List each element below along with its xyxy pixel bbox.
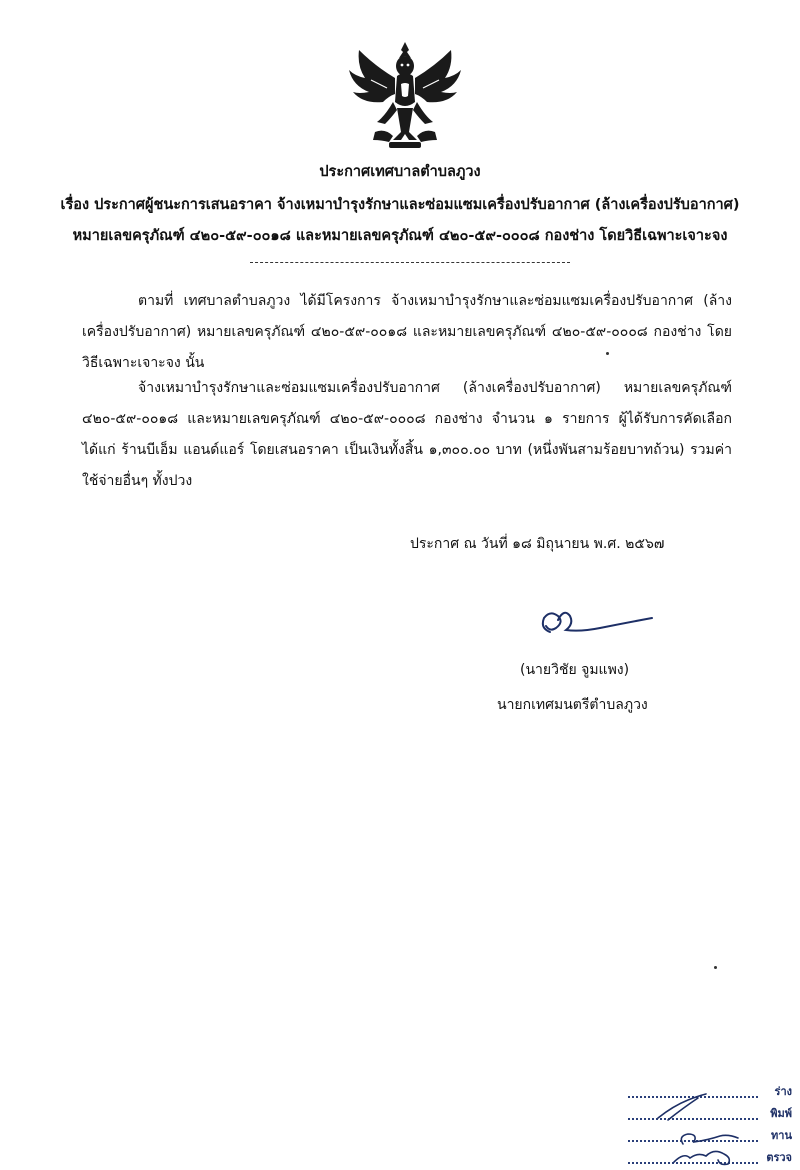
initials-scribbles [628, 1078, 796, 1168]
body-paragraph-1: ตามที่ เทศบาลตำบลภูวง ได้มีโครงการ จ้างเหมาบำรุงรักษาและซ่อมแซมเครื่องปรับอากาศ (ล้างเครื่องปรับอากาศ) หมายเลขครุภัณฑ์ ๔๒๐-๕๙-๐๐๑๘ และหมายเลขครุภัณฑ์ ๔๒๐-๕๙-๐๐๐๘ กองช่าง โดยวิธีเฉพาะเจาะจง นั้น [82, 293, 732, 371]
signer-name: (นายวิชัย จูมแพง) [520, 662, 630, 678]
initials-label: ทาน [771, 1129, 792, 1142]
ink-speck [606, 352, 609, 355]
document-subject: เรื่อง ประกาศผู้ชนะการเสนอราคา จ้างเหมาบำรุงรักษาและซ่อมแซมเครื่องปรับอากาศ (ล้างเครื่องปรับอากาศ) [60, 197, 740, 213]
divider [250, 262, 570, 263]
initials-label: ร่าง [774, 1085, 792, 1098]
announcement-date: ประกาศ ณ วันที่ ๑๘ มิถุนายน พ.ศ. ๒๕๖๗ [410, 536, 665, 552]
handwritten-signature [520, 598, 660, 648]
document-title: ประกาศเทศบาลตำบลภูวง [319, 164, 481, 180]
document-subject-continued: หมายเลขครุภัณฑ์ ๔๒๐-๕๙-๐๐๑๘ และหมายเลขครุภัณฑ์ ๔๒๐-๕๙-๐๐๐๘ กองช่าง โดยวิธีเฉพาะเจาะจง [72, 228, 728, 244]
body-paragraph-2: จ้างเหมาบำรุงรักษาและซ่อมแซมเครื่องปรับอากาศ (ล้างเครื่องปรับอากาศ) หมายเลขครุภัณฑ์ ๔๒๐-๕๙-๐๐๑๘ และหมายเลขครุภัณฑ์ ๔๒๐-๕๙-๐๐๐๘ กองช่าง จำนวน ๑ รายการ ผู้ได้รับการคัดเลือก ได้แก่ ร้านบีเอ็ม แอนด์แอร์ โดยเสนอราคา เป็นเงินทั้งสิ้น ๑,๓๐๐.๐๐ บาท (หนึ่งพันสามร้อยบาทถ้วน) รวมค่าใช้จ่ายอื่นๆ ทั้งปวง [82, 380, 732, 489]
initials-label: พิมพ์ [770, 1107, 792, 1120]
garuda-emblem-icon [345, 36, 465, 154]
signer-title: นายกเทศมนตรีตำบลภูวง [497, 697, 648, 713]
initials-label: ตรวจ [766, 1151, 792, 1164]
ink-speck [714, 966, 717, 969]
